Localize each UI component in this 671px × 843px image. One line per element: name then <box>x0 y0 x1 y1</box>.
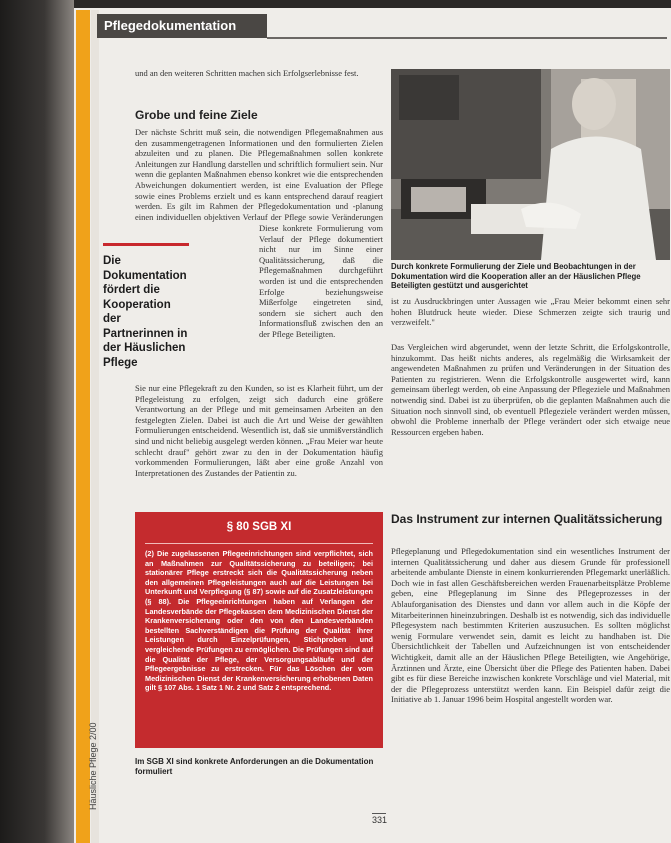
col2-paragraph-1: ist zu Ausdruckbringen unter Aussagen wie „Frau Meier bekommt einen sehr hohen Blutdruck heute wieder. Diese Schmerzen zeigte sich traurig und verzweifelt." <box>391 296 670 328</box>
law-box-body: (2) Die zugelassenen Pflegeeinrichtungen sind verpflichtet, sich an Maßnahmen zur Qualitätssicherung zu beteiligen; bei stationärer Pflege erstreckt sich die Qualitätssicherung neben den allgemeinen Pflegeleistungen auch auf die Leistungen bei Unterkunft und Verpflegung (§ 87) sowie auf die Zusatzleistungen (§ 88). Die Pflegeeinrichtungen haben auf Verlangen der Landesverbände der Pflegekassen dem Medizinischen Dienst der Krankenversicherung oder den von den Landesverbänden bestellten Sachverständigen die Prüfung der Qualität ihrer Leistungen durch Einzelprüfungen, Stichproben und vergleichende Prüfungen zu ermöglichen. Die Prüfungen sind auf die Qualität der Pflege, der Versorgungsabläufe und der Pflegeergebnisse zu erstrecken. Für das Löschen der vom Medizinischen Dienst der Krankenversicherung erhobenen Daten gilt § 107 Abs. 1 Satz 1 Nr. 2 und Satz 2 entsprechend. <box>145 549 373 693</box>
col1-paragraph-3: Sie nur eine Pflegekraft zu den Kunden, so ist es Klarheit führt, um der Pflegeleistung zu erfolgen, zeigt sich dadurch eine größere Verantwortung an der Pflege und mit gemeinsamen Arbeiten an den festgelegten Zielen. Dabei ist auch die Art und Weise der gewählten Formulierungen entscheidend. Wesentlich ist, daß sie unmißverständlich sind und nicht beliebig ausgelegt werden können. „Frau Meier war heute schlecht drauf" gehört zwar zu den in der Dokumentation häufig vorkommenden Formulierungen, läßt aber eine große Anzahl von Interpretationen des Zustandes der Patientin zu. <box>135 383 383 478</box>
journal-label: Häusliche Pflege 2/00 <box>88 722 98 810</box>
header-rule <box>267 37 667 39</box>
law-box-caption: Im SGB XI sind konkrete Anforderungen an die Dokumentation formuliert <box>135 757 374 776</box>
page-number-rule <box>372 813 386 814</box>
margin-light-band <box>91 10 99 843</box>
col1-paragraph-1a: Der nächste Schritt muß sein, die notwendigen Pflegemaßnahmen aus den zusammengetragenen Informationen und den formulierten Zielen abzuleiten und zu planen. Die Pflegemaßnahmen sollen konkrete Anleitungen zur Handlung darstellen und schriftlich formuliert sein. Nur wenn die geplanten Maßnahmen ebenso konkret wie die entsprechenden Abweichungen dokumentiert werden, ist eine Evaluation der Pflege sowie eines Problems erzielt und es kann entsprechend darauf reagiert werden. Es gilt im Rahmen der Pflegedokumentation und -planung einen individuellen objektiven Verlauf der Pflege sowie Veränderungen <box>135 127 383 222</box>
pullquote: Die Dokumentation fördert die Kooperation der Partnerinnen in der Häuslichen Pflege <box>103 255 188 369</box>
photo-illustration <box>391 69 670 260</box>
page-number: 331 <box>372 815 388 825</box>
law-box-title: § 80 SGB XI <box>226 521 292 533</box>
col2-paragraph-3: Pflegeplanung und Pflegedokumentation sind ein wesentliches Instrument der internen Qualitätssicherung und daher aus diesem Grunde für professionell arbeitende ambulante Dienste in einem konkurrierenden Pflegemarkt unerläßlich. Doch wie in fast allen Geschäftsbereichen werden Frauenarbeitsplätze Probleme geben, eine Pflegeplanung im Sinne des Pflegeprozesses in der Ablauforganisation des Dienstes und dann vor allem auch in die Köpfe der Mitarbeiterinnen hineinzubringen. Deshalb ist es notwendig, sich das individuelle Pflegesystem nach bestimmten Kriterien auszusuchen. Es sollten möglichst wenig Formulare verwendet sein, damit es leicht zu handhaben ist. Die Übersichtlichkeit der Tabellen und Aufzeichnungen ist von entscheidender Wichtigkeit, damit alle an der Häuslichen Pflege Beteiligten, wie Angehörige, Ärztinnen und Ärzte, eine Übersicht über die Pflege des Patienten haben. Dabei gibt es für diese Bereiche inzwischen konkrete Vorschläge und viel Material, mit der die Pflegeprozess unterstützt werden kann. Ein Beispiel dafür zeigt die Initiative ab 1. Januar 1996 beim Hospital angestellt worden war. <box>391 546 670 705</box>
photo-caregiver-at-desk <box>391 69 670 260</box>
law-box <box>135 512 383 748</box>
section-header: Pflegedokumentation <box>97 14 267 38</box>
col1-heading: Grobe und feine Ziele <box>135 108 258 122</box>
photo-caption: Durch konkrete Formulierung der Ziele und Beobachtungen in der Dokumentation wird die Kooperation aller an der Häuslichen Pflege Beteiligten gestützt und ausgerichtet <box>391 262 641 290</box>
col2-heading: Das Instrument zur internen Qualitätssicherung <box>391 512 663 526</box>
col2-paragraph-2: Das Vergleichen wird abgerundet, wenn der letzte Schritt, die Erfolgskontrolle, hinzukommt. Das heißt nichts anderes, als regelmäßig die Wirksamkeit der angewendeten Maßnahmen zu prüfen und Veränderungen in der Situation des Patienten zu registrieren. Wenn die Erfolgskontrolle ausgewertet wird, kann gemeinsam überlegt werden, ob eine Anpassung der Pflegeziele und Maßnahmen notwendig sind. Dabei ist zu überprüfen, ob die geplanten Maßnahmen auch die Situation noch sinnvoll sind, ob eventuell Pflegeziele verändert werden müssen, obwohl die Probleme innerhalb der Pflege verändert oder sich etwaige neue Ressourcen ergeben haben. <box>391 342 670 437</box>
col1-paragraph-1b: Diese konkrete Formulierung vom Verlauf der Pflege dokumentiert nicht nur im Sinne einer Qualitätssicherung, daß die Pflegemaßnahmen durchgeführt worden ist und die entsprechenden Erfolge beziehungsweise Mißerfolge eingetreten sind, sondern sie sichert auch den Informationsfluß zwischen den an der Pflege Beteiligten. <box>259 223 383 339</box>
col1-intro: und an den weiteren Schritten machen sich Erfolgserlebnisse fest. <box>135 68 359 78</box>
margin-color-band <box>76 10 90 843</box>
book-gutter <box>0 0 74 843</box>
pullquote-rule <box>103 243 189 246</box>
